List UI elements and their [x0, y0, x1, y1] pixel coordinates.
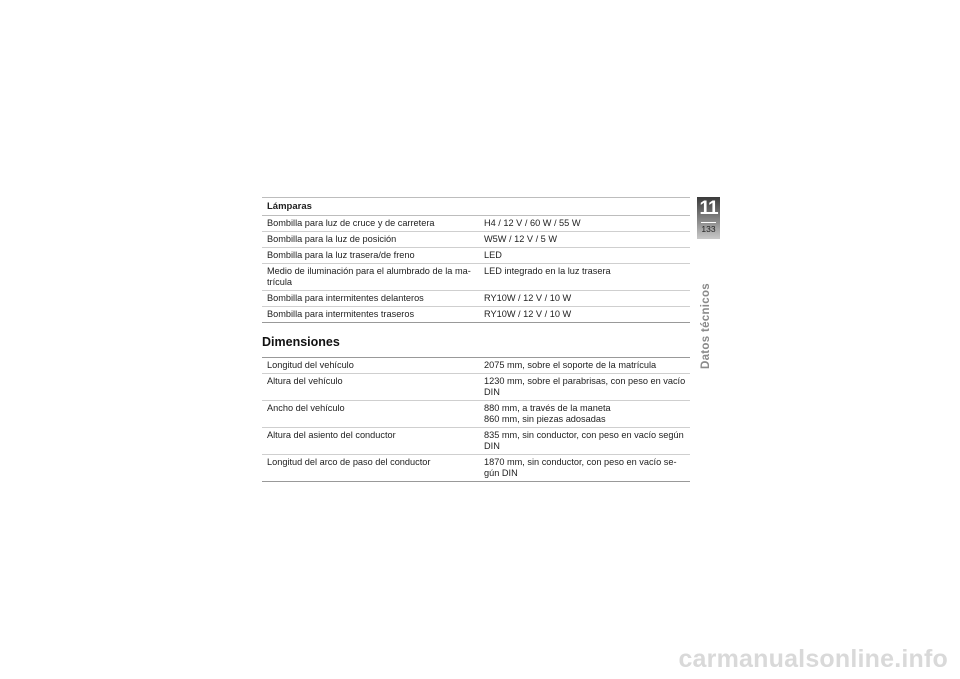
row-value: 835 mm, sin conductor, con peso en vacío según DIN — [479, 428, 690, 455]
row-label: Medio de iluminación para el alumbrado de la ma- trícula — [262, 264, 479, 291]
table-row — [262, 307, 690, 323]
row-value: W5W / 12 V / 5 W — [479, 232, 690, 248]
row-value: 1870 mm, sin conductor, con peso en vacío se- gún DIN — [479, 455, 690, 482]
row-value: H4 / 12 V / 60 W / 55 W — [479, 216, 690, 232]
page-content — [262, 197, 690, 482]
table-row — [262, 401, 690, 428]
row-label: Bombilla para la luz de posición — [262, 232, 479, 248]
badge-divider — [701, 222, 716, 223]
table-row — [262, 248, 690, 264]
row-value: RY10W / 12 V / 10 W — [479, 291, 690, 307]
row-label: Bombilla para luz de cruce y de carretera — [262, 216, 479, 232]
row-label: Altura del asiento del conductor — [262, 428, 479, 455]
lamps-title: Lámparas — [262, 198, 690, 216]
row-label: Bombilla para la luz trasera/de freno — [262, 248, 479, 264]
chapter-badge — [697, 197, 720, 239]
row-label: Ancho del vehículo — [262, 401, 479, 428]
table-row — [262, 455, 690, 482]
row-value: 1230 mm, sobre el parabrisas, con peso en vacío DIN — [479, 374, 690, 401]
row-value: LED — [479, 248, 690, 264]
dimensions-heading: Dimensiones — [262, 335, 340, 349]
row-label: Bombilla para intermitentes delanteros — [262, 291, 479, 307]
page-number: 133 — [701, 224, 716, 234]
row-label: Longitud del vehículo — [262, 358, 479, 374]
row-label: Altura del vehículo — [262, 374, 479, 401]
table-row — [262, 291, 690, 307]
watermark: carmanualsonline.info — [678, 645, 948, 673]
row-value: 2075 mm, sobre el soporte de la matrícula — [479, 358, 690, 374]
chapter-number: 11 — [699, 198, 718, 219]
row-value: RY10W / 12 V / 10 W — [479, 307, 690, 323]
row-value: LED integrado en la luz trasera — [479, 264, 690, 291]
table-row — [262, 428, 690, 455]
table-row — [262, 358, 690, 374]
table-row — [262, 374, 690, 401]
table-row — [262, 264, 690, 291]
dimensions-table — [262, 357, 690, 482]
table-row — [262, 232, 690, 248]
row-label: Longitud del arco de paso del conductor — [262, 455, 479, 482]
chapter-side-label: Datos técnicos — [700, 282, 712, 369]
table-row — [262, 216, 690, 232]
row-label: Bombilla para intermitentes traseros — [262, 307, 479, 323]
lamps-table-header — [262, 198, 690, 216]
row-value: 880 mm, a través de la maneta 860 mm, sin piezas adosadas — [479, 401, 690, 428]
lamps-table — [262, 197, 690, 323]
